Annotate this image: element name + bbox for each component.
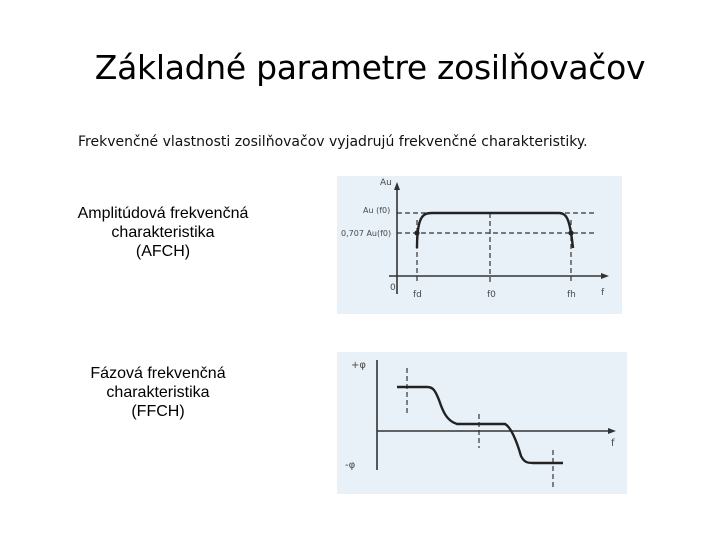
ffch-x-arrow (608, 428, 616, 434)
afch-label-line: (AFCH) (135, 243, 191, 260)
afch-axis-y-label: Au (380, 178, 392, 188)
ffch-label-line: Fázová frekvenčná (90, 365, 226, 382)
ffch-label-line: charakteristika (106, 384, 210, 401)
ffch-label-line: (FFCH) (131, 403, 185, 420)
afch-label-line: Amplitúdová frekvenčná (77, 205, 249, 222)
afch-level-max-label: Au (f0) (363, 206, 391, 215)
ffch-svg (337, 352, 627, 494)
ffch-diagram (337, 352, 627, 494)
ffch-axis-neg-label: -φ (345, 460, 356, 471)
afch-svg (337, 176, 622, 314)
afch-label-line: charakteristika (111, 224, 215, 241)
afch-fh-point (568, 230, 573, 235)
afch-tick-f0: f0 (487, 290, 496, 300)
afch-origin-label: 0 (390, 283, 396, 293)
slide-subtitle: Frekvenčné vlastnosti zosilňovačov vyjadrujú frekvenčné charakteristiky. (78, 134, 588, 150)
ffch-axis-x-label: f (611, 438, 615, 449)
afch-diagram (337, 176, 622, 314)
afch-level-707-label: 0,707 Au(f0) (341, 229, 392, 238)
afch-tick-fd: fd (413, 290, 422, 300)
afch-x-arrow (601, 273, 609, 279)
afch-fd-point (414, 230, 419, 235)
ffch-axis-pos-label: +φ (351, 360, 366, 371)
afch-axis-x-label: f (601, 288, 605, 298)
afch-tick-fh: fh (567, 290, 576, 300)
afch-y-arrow (394, 182, 400, 190)
ffch-label (58, 364, 258, 421)
slide-title: Základné parametre zosilňovačov (94, 48, 646, 87)
ffch-curve (397, 387, 563, 463)
afch-label (58, 204, 268, 261)
afch-curve (417, 213, 573, 248)
